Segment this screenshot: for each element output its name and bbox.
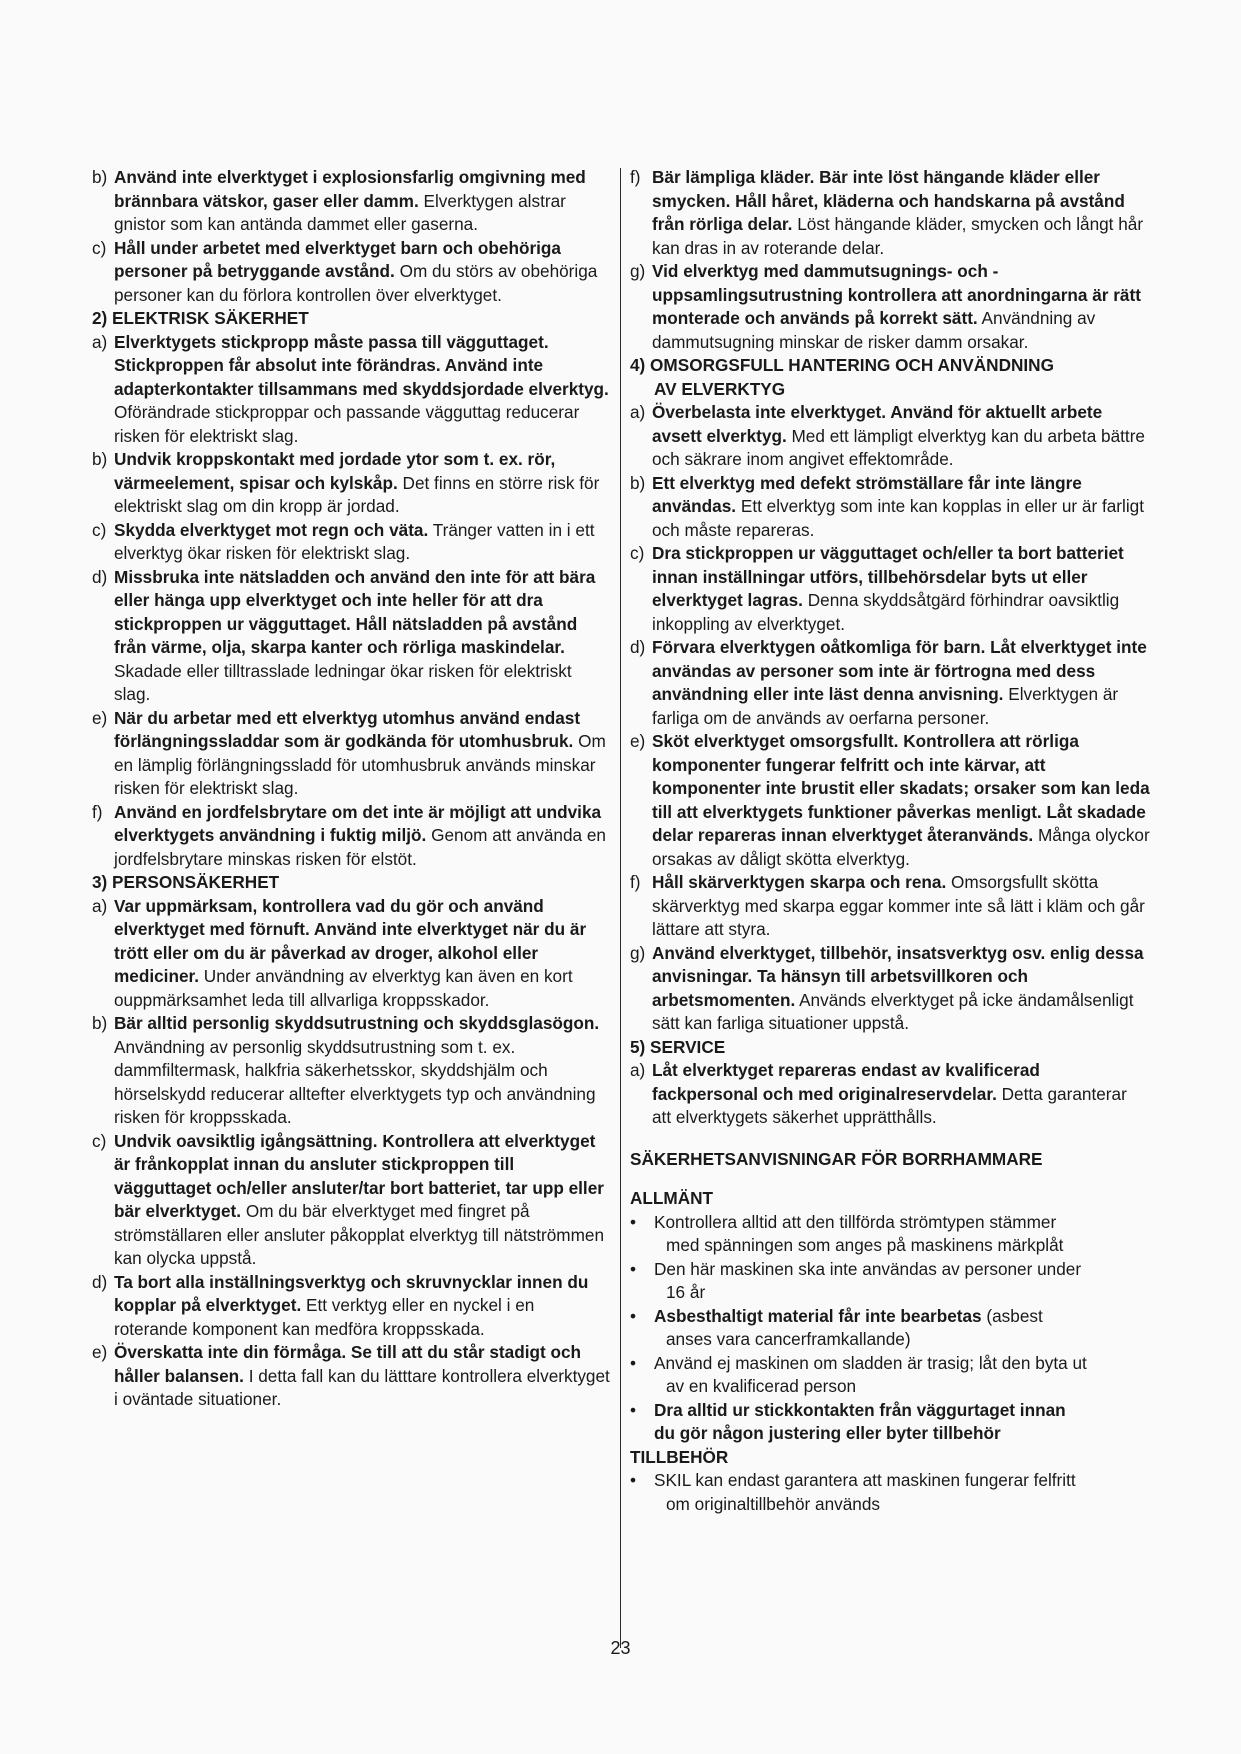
section-heading-personal: 3) PERSONSÄKERHET [92, 872, 280, 892]
rule-item: d) Ta bort alla inställningsverktyg och skruvnycklar innen du kopplar på elverktyget. Ett verktyg eller en nyckel i en roterande komponent kan medföra kroppsskada. [92, 1271, 589, 1339]
list-item: • Kontrollera alltid att den tillförda strömtypen stämmer med spänningen som anges på maskinens märkplåt [630, 1211, 1064, 1255]
list-item: • Den här maskinen ska inte användas av personer under 16 år [630, 1258, 1082, 1302]
rule-item: e) Sköt elverktyget omsorgsfullt. Kontrollera att rörliga komponenter fungerar felfritt och inte kärvar, att komponenter inte brustit eller skadats; orsaker som kan leda till att elverktygets funktioner påverkas menligt. Låt skadade delar repareras innan elverktyget återanvänds. Många olyckor orsakas av dåligt skötta elverktyg. [630, 731, 1150, 869]
bullet-icon: • [630, 1470, 637, 1490]
rule-item: b) Bär alltid personlig skyddsutrustning och skyddsglasögon. Användning av personlig skyddsutrustning som t. ex. dammfiltermask, halkfria säkerhetsskor, skyddshjälm och hörselskydd reducerar alltefter elverktygets typ och användning risken för kroppsskada. [92, 1013, 600, 1127]
rule-item: a) Elverktygets stickpropp måste passa till vägguttaget. Stickproppen får absolut inte förändras. Använd inte adapterkontakter tillsammans med skyddsjordade elverktyg. Oförändrade stickproppar och passande vägguttag reducerar risken för elektriskt slag. [92, 331, 609, 446]
rule-item: e) När du arbetar med ett elverktyg utomhus använd endast förlängningssladdar som är godkända för utomhusbruk. Om en lämplig förlängningssladd för utomhusbruk används minskar risken för elektriskt slag. [92, 707, 606, 798]
rule-item: e) Överskatta inte din förmåga. Se till att du står stadigt och håller balansen. I detta fall kan du lätttare kontrollera elverktyget i oväntade situationer. [92, 1342, 610, 1409]
rule-item: b) Undvik kroppskontakt med jordade ytor som t. ex. rör, värmeelement, spisar och kylskåp. Det finns en större risk för elektriskt slag om din kropp är jordad. [92, 449, 600, 516]
bullet-icon: • [630, 1399, 637, 1420]
bullet-icon: • [630, 1305, 637, 1326]
general-title: ALLMÄNT [630, 1188, 714, 1208]
left-column [92, 166, 612, 1412]
rule-item: c) Håll under arbetet med elverktyget barn och obehöriga personer på betryggande avstånd. Om du störs av obehöriga personer kan du förlora kontrollen över elverktyget. [92, 237, 598, 305]
rule-item: f) Använd en jordfelsbrytare om det inte är möjligt att undvika elverktygets användning i fuktig miljö. Genom att använda en jordfelsbrytare minskas risken för elstöt. [92, 801, 606, 869]
list-item: • Asbesthaltigt material får inte bearbetas (asbest anses vara cancerframkallande) [630, 1305, 1043, 1349]
rule-item: d) Missbruka inte nätsladden och använd den inte för att bära eller hänga upp elverktyget och inte heller för att dra stickproppen ur vägguttaget. Håll nätsladden på avstånd från värme, olja, skarpa kanter och rörliga maskindelar. Skadade eller tilltrasslade ledningar ökar risken för elektriskt slag. [92, 566, 596, 704]
rule-item: c) Skydda elverktyget mot regn och väta. Tränger vatten in i ett elverktyg ökar risken för elektriskt slag. [92, 519, 595, 563]
accessories-title: TILLBEHÖR [630, 1446, 729, 1467]
rule-item: c) Dra stickproppen ur vägguttaget och/eller ta bort batteriet innan inställningar utförs, tillbehörsdelar byts ut eller elverktyget lagras. Denna skyddsåtgärd förhindrar oavsiktlig inkoppling av elverktyget. [630, 543, 1124, 634]
list-item: • Dra alltid ur stickkontakten från väggurtaget innan du gör någon justering eller byter tillbehör [630, 1399, 1066, 1443]
rule-item: b) Använd inte elverktyget i explosionsfarlig omgivning med brännbara vätskor, gaser eller damm. Elverktygen alstrar gnistor som kan antända dammet eller gaserna. [92, 167, 586, 234]
page-number: 23 [610, 1638, 631, 1658]
right-column [630, 166, 1150, 1516]
rule-item: g) Vid elverktyg med dammutsugnings- och -uppsamlingsutrustning kontrollera att anordningarna är rätt monterade och används på korrekt sätt. Användning av dammutsugning minskar de risker damm orsakar. [630, 261, 1141, 352]
rule-item: g) Använd elverktyget, tillbehör, insatsverktyg osv. enlig dessa anvisningar. Ta hänsyn till arbetsvillkoren och arbetsmomenten. Används elverktyget på icke ändamålsenligt sätt kan farliga situationer uppstå. [630, 942, 1144, 1033]
rule-item: a) Överbelasta inte elverktyget. Använd för aktuellt arbete avsett elverktyg. Med ett lämpligt elverktyg kan du arbeta bättre och säkrare inom angivet effektområde. [630, 402, 1145, 469]
rule-item: f) Håll skärverktygen skarpa och rena. Omsorgsfullt skötta skärverktyg med skarpa eggar kommer inte så lätt i kläm och går lättare att styra. [630, 872, 1145, 939]
rule-item: b) Ett elverktyg med defekt strömställare får inte längre användas. Ett elverktyg som inte kan kopplas in eller ur är farligt och måste repareras. [630, 472, 1144, 540]
bullet-icon: • [630, 1258, 637, 1279]
rule-item: f) Bär lämpliga kläder. Bär inte löst hängande kläder eller smycken. Håll håret, kläderna och handskarna på avstånd från rörliga delar. Löst hängande kläder, smycken och långt hår kan dras in av roterande delar. [630, 167, 1144, 258]
section-heading-service: 5) SERVICE [630, 1036, 726, 1057]
list-item: • Använd ej maskinen om sladden är trasig; låt den byta ut av en kvalificerad person [630, 1352, 1087, 1396]
column-divider [620, 168, 621, 1648]
bullet-icon: • [630, 1352, 637, 1373]
list-item: • SKIL kan endast garantera att maskinen fungerar felfritt om originaltillbehör används [630, 1470, 1076, 1514]
rule-item: d) Förvara elverktygen oåtkomliga för barn. Låt elverktyget inte användas av personer som inte är förtrogna med dess användning eller inte läst denna anvisning. Elverktygen är farliga om de används av oerfarna personer. [630, 637, 1147, 728]
rule-item: a) Var uppmärksam, kontrollera vad du gör och använd elverktyget med förnuft. Använd inte elverktyget när du är trött eller om du är påverkad av droger, alkohol eller mediciner. Under användning av elverktyg kan även en kort ouppmärksamhet leda till allvarliga kroppsskador. [92, 895, 587, 1010]
bullet-icon: • [630, 1211, 637, 1232]
rule-item: a) Låt elverktyget repareras endast av kvalificerad fackpersonal och med originalreservdelar. Detta garanterar att elverktygets säkerhet upprätthålls. [630, 1060, 1127, 1127]
section-heading-electrical: 2) ELEKTRISK SÄKERHET [92, 308, 309, 328]
rule-item: c) Undvik oavsiktlig igångsättning. Kontrollera att elverktyget är frånkopplat innan du ansluter stickproppen till vägguttaget och/eller ansluter/tar bort batteriet, tar upp eller bär elverktyget. Om du bär elverktyget med fingret på strömställaren eller ansluter påkopplat elverktyg till nätströmmen kan olycka uppstå. [92, 1130, 605, 1268]
drill-safety-title: SÄKERHETSANVISNINGAR FÖR BORRHAMMARE [630, 1148, 1043, 1169]
section-heading-care: 4) OMSORGSFULL HANTERING OCH ANVÄNDNING AV ELVERKTYG [630, 355, 1054, 399]
